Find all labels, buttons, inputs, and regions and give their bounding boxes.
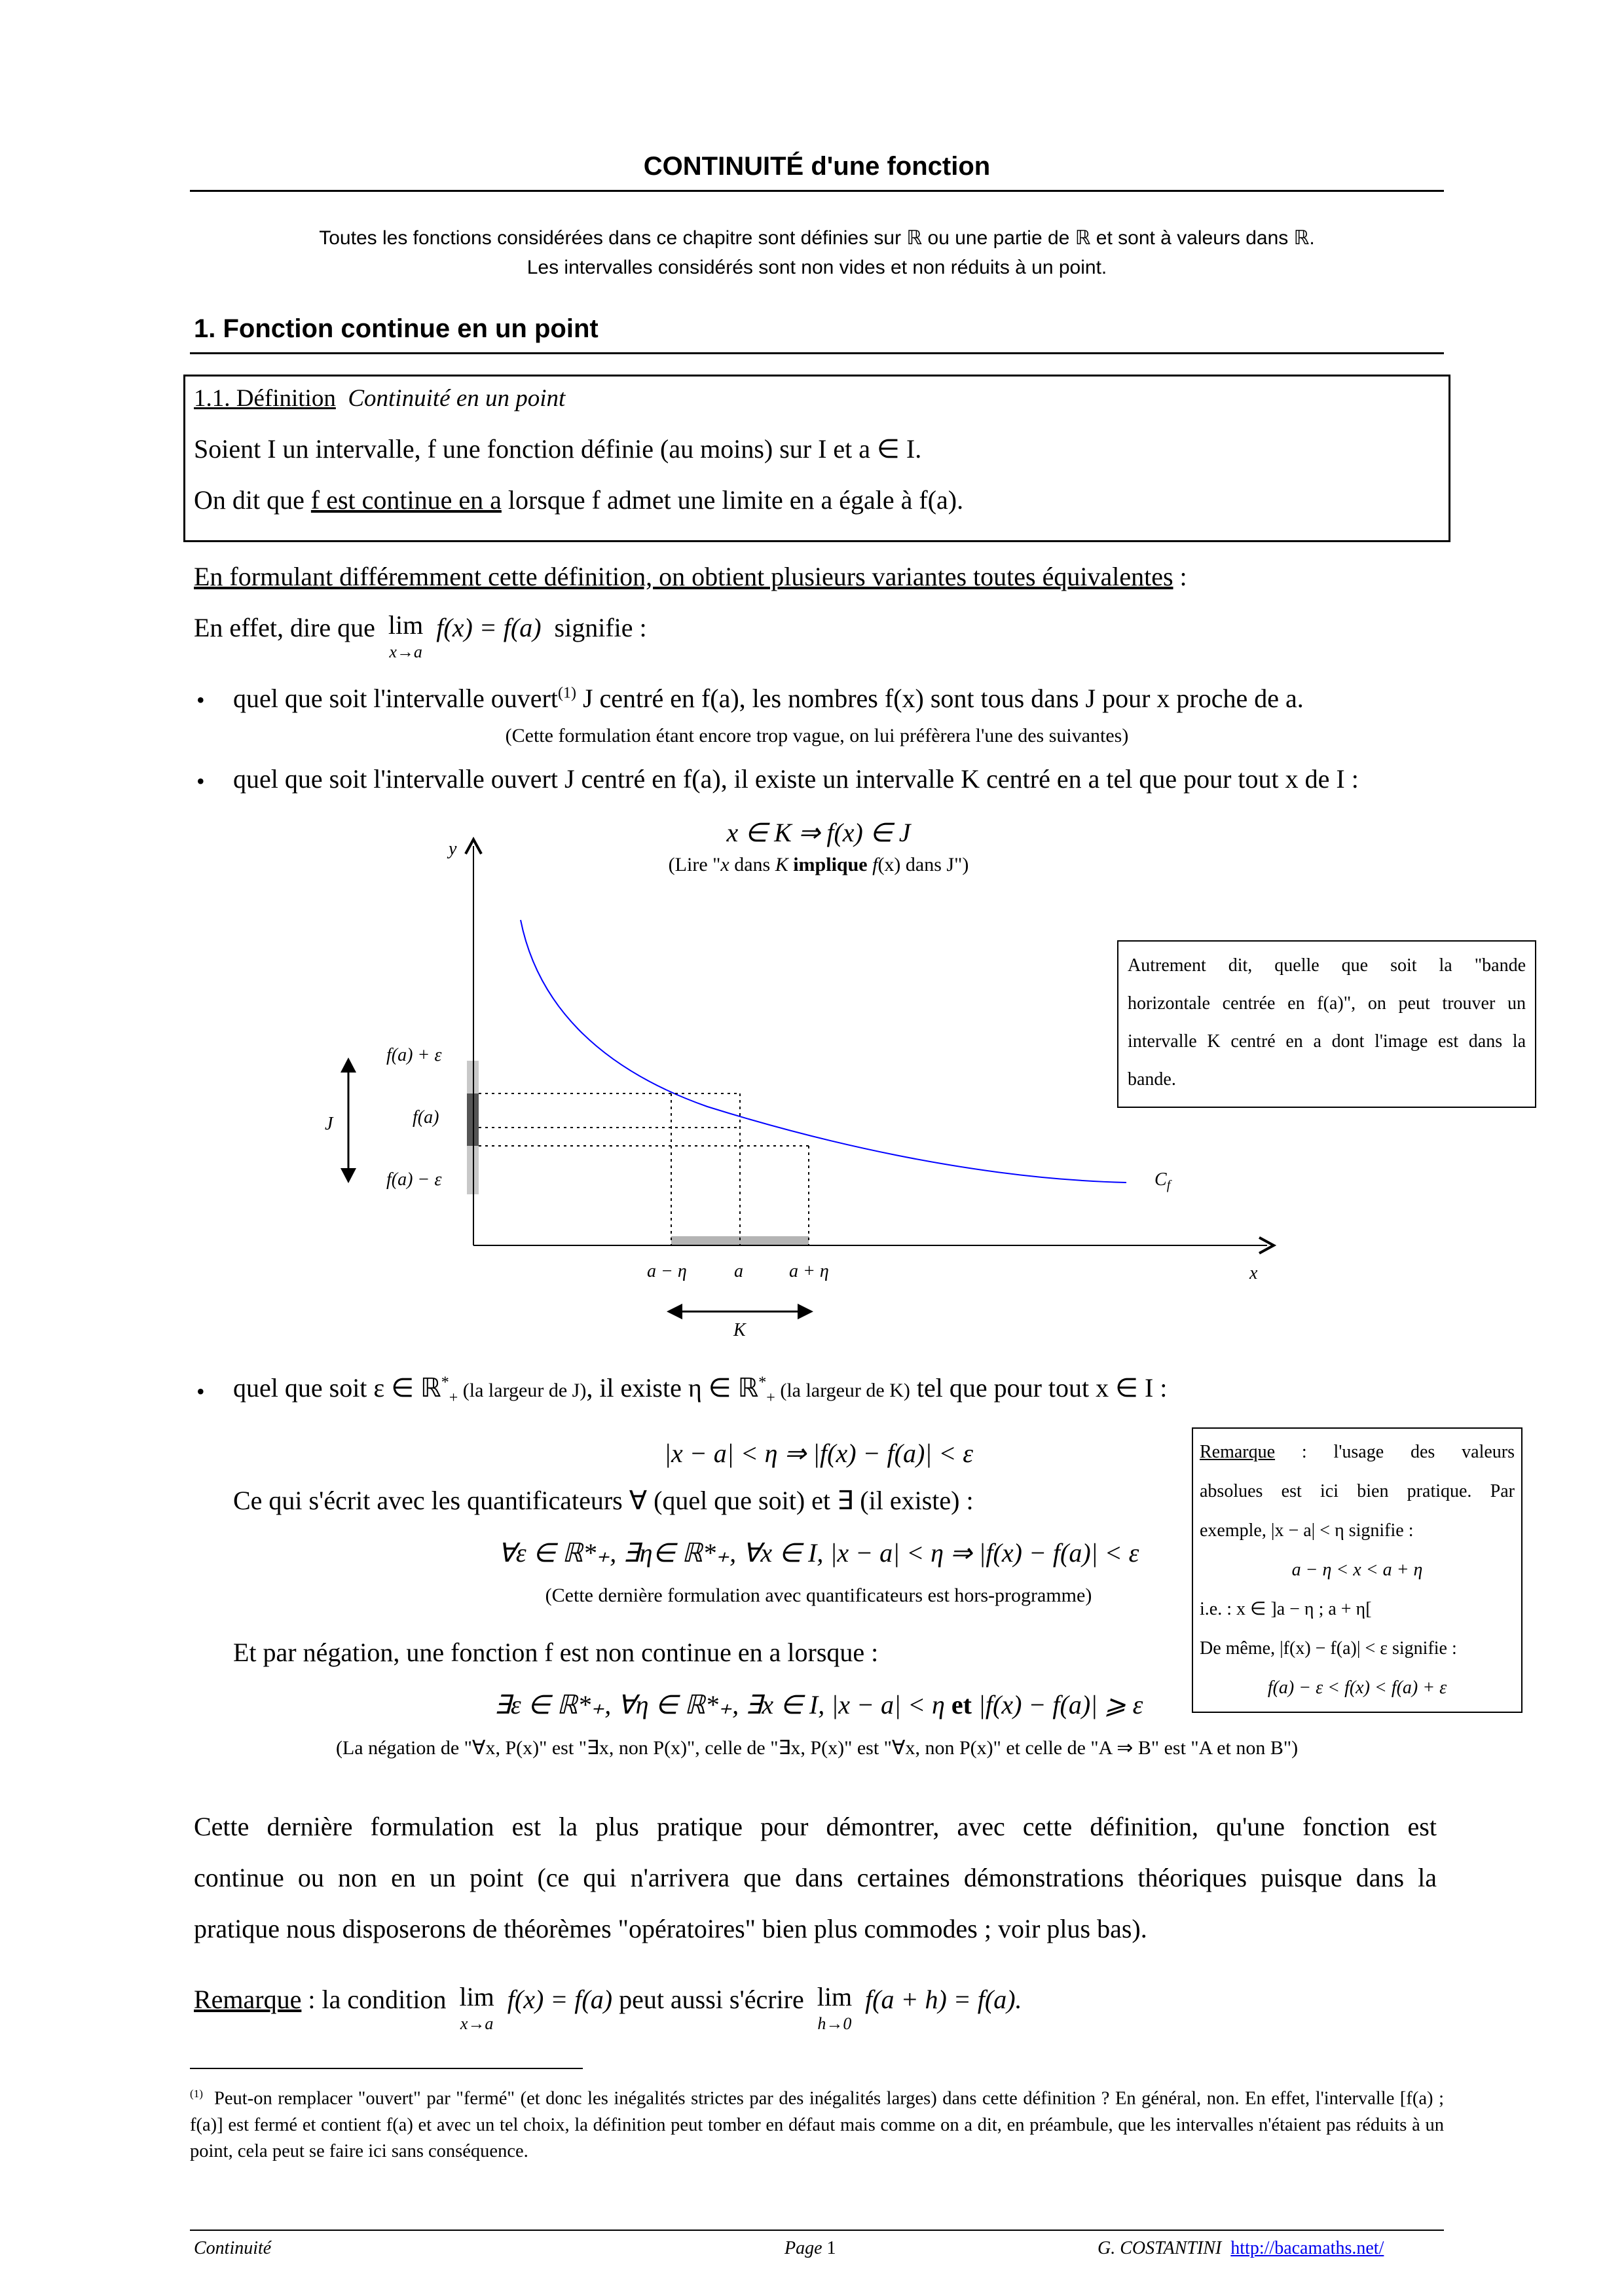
footnote-mark: (1) xyxy=(190,2087,203,2100)
label-fa-minus: f(a) − ε xyxy=(386,1169,442,1190)
bullet-2: quel que soit l'intervalle ouvert J centré en f(a), il existe un intervalle K centré en a tel que pour tout x de I : xyxy=(233,764,1359,794)
label-fa-plus: f(a) + ε xyxy=(386,1045,442,1065)
implication-formula: x ∈ K ⇒ f(x) ∈ J xyxy=(726,818,911,847)
remark-box: Remarque : l'usage des valeurs absolues est ici bien pratique. Par exemple, |x − a| < η signifie : a − η < x < a + η i.e. : x ∈ ]a − η ; a + η[ De même, |f(x) − f(a)| < ε signifie : f(a) − ε < f(x) < f(a) + ε xyxy=(1192,1427,1522,1713)
variants-heading: En formulant différemment cette définition, on obtient plusieurs variantes toutes équivalentes : xyxy=(194,562,1187,591)
definition-line-1: Soient I un intervalle, f une fonction définie (au moins) sur I et a ∈ I. xyxy=(194,434,922,464)
en-effet-line: En effet, dire que lim x→a f(x) = f(a) signifie : xyxy=(194,610,647,661)
intro-line-1: Toutes les fonctions considérées dans ce chapitre sont définies sur ℝ ou une partie de ℝ et sont à valeurs dans ℝ. xyxy=(319,227,1315,249)
negation-text: Et par négation, une fonction f est non continue en a lorsque : xyxy=(233,1638,879,1667)
intro-line-2: Les intervalles considérés sont non vides et non réduits à un point. xyxy=(526,257,1107,278)
graph-note-box: Autrement dit, quelle que soit la "bande horizontale centrée en f(a)", on peut trouver un intervalle K centré en a dont l'image est dans la bande. xyxy=(1117,940,1536,1108)
label-fa: f(a) xyxy=(413,1107,439,1128)
footer-chapter: Continuité xyxy=(194,2238,272,2258)
paragraph-line-2: continue ou non en un point (ce qui n'arrivera que dans certaines démonstrations théoriques puisque dans la xyxy=(194,1863,1437,1892)
label-a-minus: a − η xyxy=(647,1261,687,1281)
paragraph-line-1: Cette dernière formulation est la plus pratique pour démontrer, avec cette définition, qu'une fonction est xyxy=(194,1812,1437,1841)
bullet-dot: • xyxy=(196,768,205,794)
definition-number: 1.1. Définition xyxy=(194,385,336,412)
quantif-text: Ce qui s'écrit avec les quantificateurs ∀ (quel que soit) et ∃ (il existe) : xyxy=(233,1486,974,1515)
section-heading: 1. Fonction continue en un point xyxy=(194,314,599,343)
remark-2: Remarque : la condition lim x→a f(x) = f(a) peut aussi s'écrire lim h→0 f(a + h) = f(a). xyxy=(194,1982,1022,2033)
footer-page: Page 1 xyxy=(784,2238,836,2258)
implication-reading: (Lire "x dans K implique f(x) dans J") xyxy=(668,854,969,875)
curve-label: $C_f$ xyxy=(1154,1169,1171,1192)
lim-operator: lim x→a xyxy=(388,610,424,661)
quantif-formula: ∀ε ∈ ℝ*₊, ∃η∈ ℝ*₊, ∀x ∈ I, |x − a| < η ⇒ |f(x) − f(a)| < ε xyxy=(498,1538,1139,1568)
section-rule xyxy=(190,352,1444,354)
x-label: x xyxy=(1249,1263,1258,1283)
bullet-3: quel que soit ε ∈ ℝ*$_+$ (la largeur de J), il existe η ∈ ℝ*$_+$ (la largeur de K) tel que pour tout x ∈ I : xyxy=(233,1373,1168,1406)
label-a-plus: a + η xyxy=(789,1261,829,1281)
label-J: J xyxy=(325,1114,333,1134)
abs-formula: |x − a| < η ⇒ |f(x) − f(a)| < ε xyxy=(663,1439,974,1468)
footnote: $^{(1)}$ Peut-on remplacer "ouvert" par "fermé" (et donc les inégalités strictes par des inégalités larges) dans cette définition ? En général, non. En effet, l'intervalle [f(a) ; f(a)] est fermé et contient f(a) et avec un tel choix, la définition peut tomber en défaut mais comme on a dit, en préambule, que les intervalles n'étaient pas réduits à un point, cela peut se faire ici sans conséquence. xyxy=(190,2087,1444,2161)
bullet-1: quel que soit l'intervalle ouvert$^{(1)}$ J centré en f(a), les nombres f(x) sont tous dans J pour x proche de a. xyxy=(233,684,1304,713)
footnote-rule xyxy=(190,2068,583,2069)
function-curve xyxy=(521,920,1126,1183)
footer-rule xyxy=(190,2230,1444,2231)
definition-line-2: On dit que f est continue en a lorsque f admet une limite en a égale à f(a). xyxy=(194,485,964,515)
footer-url-link[interactable]: http://bacamaths.net/ xyxy=(1230,2238,1384,2258)
bullet-dot: • xyxy=(196,687,205,713)
negation-formula: ∃ε ∈ ℝ*₊, ∀η ∈ ℝ*₊, ∃x ∈ I, |x − a| < η et |f(x) − f(a)| ⩾ ε xyxy=(494,1690,1143,1719)
quantif-note: (Cette dernière formulation avec quantificateurs est hors-programme) xyxy=(545,1585,1092,1606)
continuity-term: f est continue en a xyxy=(310,485,502,515)
footer-author: G. COSTANTINI http://bacamaths.net/ xyxy=(1098,2238,1384,2258)
y-label: y xyxy=(449,839,457,859)
paragraph-line-3: pratique nous disposerons de théorèmes "opératoires" bien plus commodes ; voir plus bas). xyxy=(194,1914,1147,1943)
page-title: CONTINUITÉ d'une fonction xyxy=(643,152,991,181)
bullet-1-note: (Cette formulation étant encore trop vague, on lui préfèrera l'une des suivantes) xyxy=(505,725,1129,746)
title-rule xyxy=(190,190,1444,192)
bullet-dot: • xyxy=(196,1378,205,1405)
definition-title xyxy=(194,384,565,413)
negation-note: (La négation de "∀x, P(x)" est "∃x, non P(x)", celle de "∃x, P(x)" est "∀x, non P(x)" et celle de "A ⇒ B" est "A et non B") xyxy=(335,1737,1299,1759)
definition-name: Continuité en un point xyxy=(348,385,566,412)
label-K: K xyxy=(733,1320,746,1340)
label-a: a xyxy=(734,1261,743,1281)
